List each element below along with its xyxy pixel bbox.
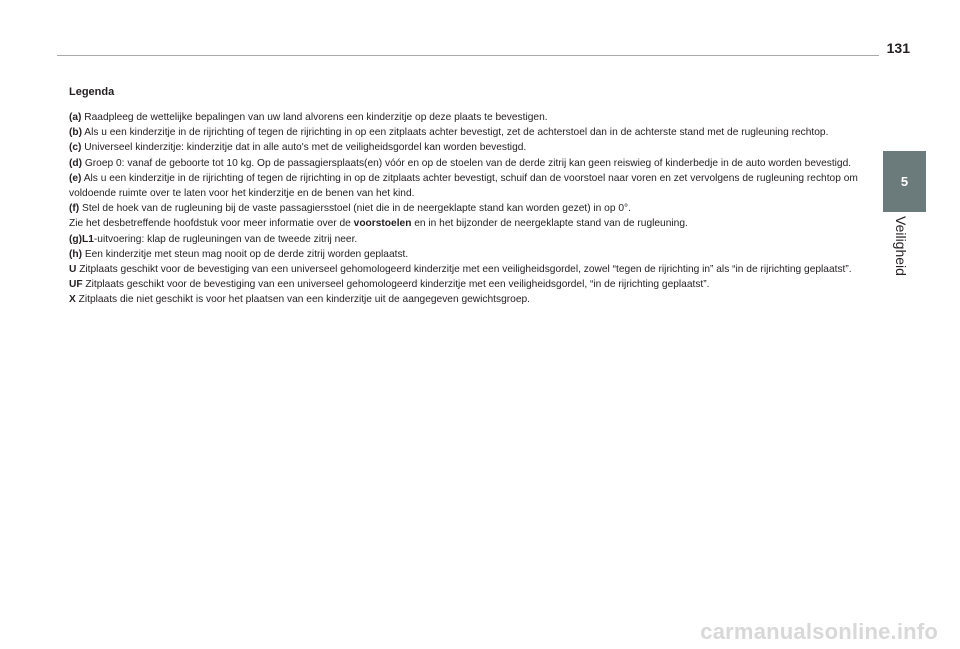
legend-text: Als u een kinderzitje in de rijrichting of tegen de rijrichting in op een zitplaats achter bevestigt, zet de achterstoel dan in de achterste stand met de rugleuning rechtop. xyxy=(82,127,829,139)
legend-text: Universeel kinderzitje: kinderzitje dat in alle auto's met de veiligheidsgordel kan worden bevestigd. xyxy=(81,142,527,154)
chapter-tab[interactable]: 5 xyxy=(883,151,926,212)
legend-entry-b xyxy=(69,125,881,140)
legend-key: (e) xyxy=(69,172,82,184)
legend-text: Als u een kinderzitje in de rijrichting of tegen de rijrichting in op de zitplaats achter bevestigt, schuif dan de voorstoel naar voren en zet vervolgens de rugleuning rechtop om voldoende ruimte over te laten voor het kinderzitje en de benen van het kind. xyxy=(69,172,858,200)
legend-entry-a xyxy=(69,110,881,125)
legend-entry-u xyxy=(69,262,881,277)
note-link-term: voorstoelen xyxy=(353,218,412,230)
legend-text: Stel de hoek van de rugleuning bij de vaste passagiersstoel (niet die in de neergeklapte stand kan worden gezet) in op 0°. xyxy=(79,203,631,215)
legend-entry-uf xyxy=(69,277,881,292)
legend-note xyxy=(69,216,881,231)
legend-key: (a) xyxy=(69,112,82,123)
legend-text: Zitplaats geschikt voor de bevestiging van een universeel gehomologeerd kinderzitje met een veiligheidsgordel, zowel “tegen de rijrichting in” als “in de rijrichting geplaatst”. xyxy=(76,264,852,276)
chapter-title xyxy=(893,216,909,296)
note-text: en in het bijzonder de neergeklapte stand van de rugleuning. xyxy=(411,218,688,230)
legend-key: (h) xyxy=(69,248,83,260)
legend-key: (g)L1 xyxy=(69,233,94,245)
legend-section xyxy=(69,86,881,308)
watermark: carmanualsonline.info xyxy=(700,619,938,644)
chapter-title-label: Veiligheid xyxy=(893,216,909,276)
legend-entry-e xyxy=(69,171,881,201)
legend-entry-d xyxy=(69,156,881,171)
legend-key: (c) xyxy=(69,142,82,154)
legend-entry-h xyxy=(69,247,881,262)
legend-key: (b) xyxy=(69,127,83,139)
legend-heading: Legenda xyxy=(69,86,115,98)
legend-key: (f) xyxy=(69,203,80,215)
legend-text: Raadpleeg de wettelijke bepalingen van uw land alvorens een kinderzitje op deze plaats te bevestigen. xyxy=(81,112,548,123)
legend-text: Een kinderzitje met steun mag nooit op de derde zitrij worden geplaatst. xyxy=(82,248,409,260)
legend-text: Zitplaats die niet geschikt is voor het plaatsen van een kinderzitje uit de aangegeven gewichtsgroep. xyxy=(75,294,530,306)
legend-key: X xyxy=(69,294,76,306)
legend-entry-f xyxy=(69,201,881,216)
legend-key: UF xyxy=(69,279,83,291)
page-number: 131 xyxy=(886,40,910,56)
legend-text: Zitplaats geschikt voor de bevestiging van een universeel gehomologeerd kinderzitje met een veiligheidsgordel, “in de rijrichting geplaatst”. xyxy=(82,279,710,291)
note-text: Zie het desbetreffende hoofdstuk voor meer informatie over de xyxy=(69,218,354,230)
legend-entries xyxy=(69,110,881,308)
legend-key: U xyxy=(69,264,77,276)
legend-text: -uitvoering: klap de rugleuningen van de tweede zitrij neer. xyxy=(93,233,358,245)
header-divider xyxy=(57,55,879,56)
legend-key: (d) xyxy=(69,157,83,169)
legend-entry-c xyxy=(69,140,881,155)
legend-text: Groep 0: vanaf de geboorte tot 10 kg. Op de passagiersplaats(en) vóór en op de stoelen van de derde zitrij kan geen reiswieg of kinderbedje in de auto worden bevestigd. xyxy=(82,157,852,169)
legend-entry-g xyxy=(69,232,881,247)
legend-entry-x xyxy=(69,292,881,307)
